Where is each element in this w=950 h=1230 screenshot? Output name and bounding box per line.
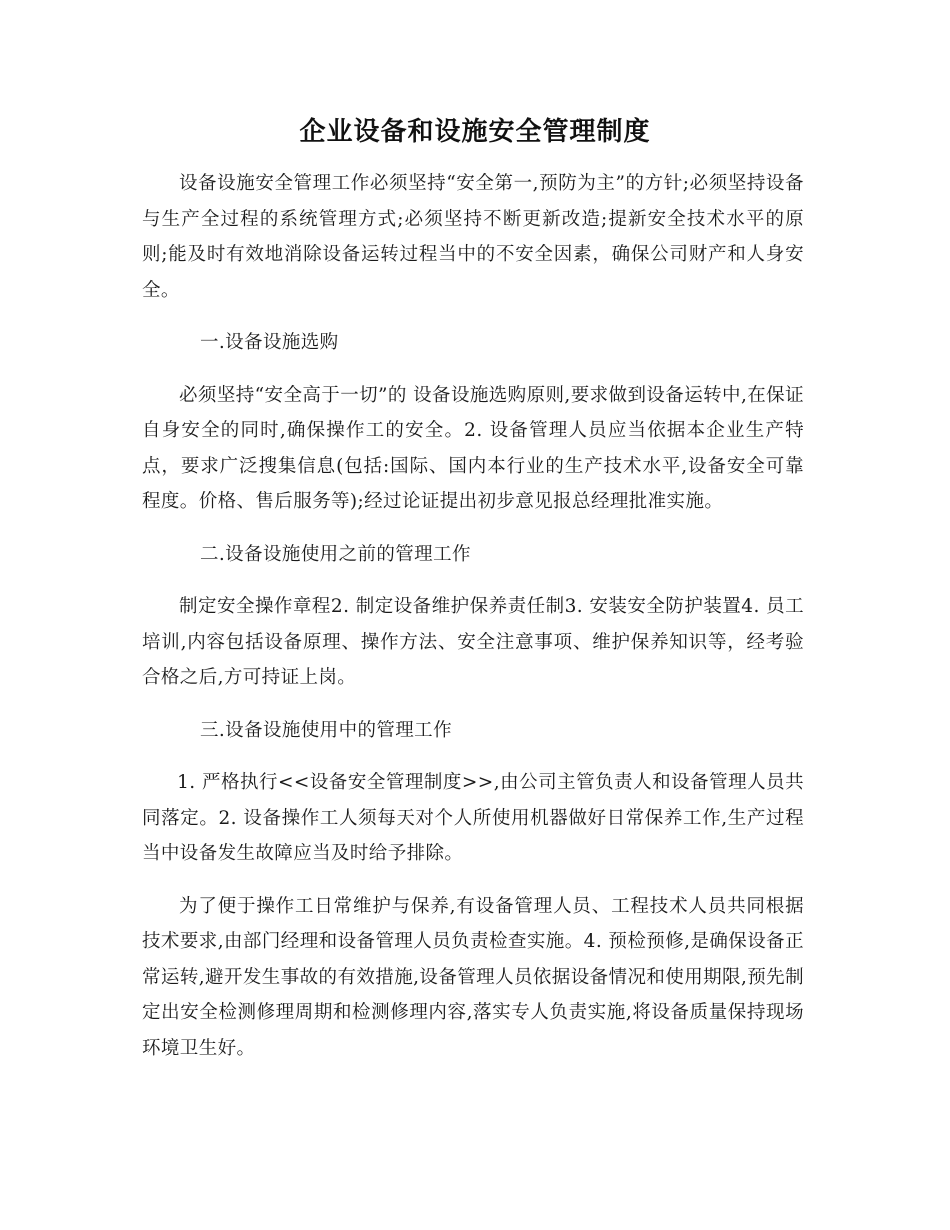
section-2-heading: 二.设备设施使用之前的管理工作 <box>200 543 471 565</box>
section-3-paragraph-2: 为了便于操作工日常维护与保养,有设备管理人员、工程技术人员共同根据技术要求,由部门经理和设备管理人员负责检查实施。4. 预检预修,是确保设备正常运转,避开发生事故的有效措施,设备管理人员依据设备情况和使用期限,预先制定出安全检测修理周期和检测修理内容,落实专人负责实施,将设备质量保持现场环境卫生好。 <box>142 895 804 1059</box>
section-2-paragraph: 制定安全操作章程2. 制定设备维护保养责任制3. 安装安全防护装置4. 员工培训,内容包括设备原理、操作方法、安全注意事项、维护保养知识等，经考验合格之后,方可持证上岗。 <box>142 596 804 688</box>
section-3-paragraph: 1. 严格执行<<设备安全管理制度>>,由公司主管负责人和设备管理人员共同落定。2. 设备操作工人须每天对个人所使用机器做好日常保养工作,生产过程当中设备发生故障应当及时给予排除。 <box>142 772 804 864</box>
section-1-heading: 一.设备设施选购 <box>200 332 339 353</box>
intro-paragraph: 设备设施安全管理工作必须坚持“安全第一,预防为主”的方针;必须坚持设备与生产全过程的系统管理方式;必须坚持不断更新改造;提新安全技术水平的原则;能及时有效地消除设备运转过程当中的不安全因素，确保公司财产和人身安全。 <box>142 173 804 301</box>
section-3-heading: 三.设备设施使用中的管理工作 <box>200 719 452 741</box>
document-title: 企业设备和设施安全管理制度 <box>299 117 651 147</box>
section-1-paragraph: 必须坚持“安全高于一切”的 设备设施选购原则,要求做到设备运转中,在保证自身安全的同时,确保操作工的安全。2. 设备管理人员应当依据本企业生产特点，要求广泛搜集信息(包括:国际、国内本行业的生产技术水平,设备安全可靠程度。价格、售后服务等);经过论证提出初步意见报总经理批准实施。 <box>142 384 804 512</box>
document-body <box>142 166 804 1066</box>
